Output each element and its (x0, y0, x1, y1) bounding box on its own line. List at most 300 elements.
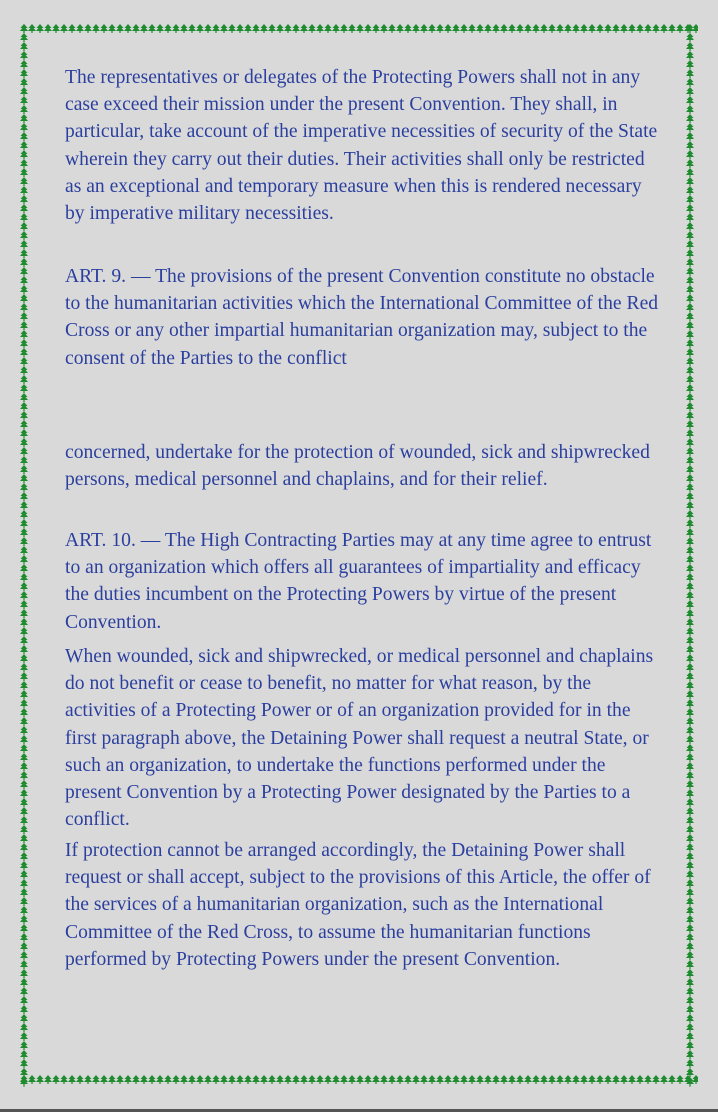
tree-icon (686, 879, 694, 888)
tree-icon (92, 1075, 100, 1084)
tree-icon (636, 24, 644, 33)
tree-icon (444, 24, 452, 33)
tree-icon (20, 528, 28, 537)
tree-icon (532, 24, 540, 33)
tree-icon (20, 573, 28, 582)
tree-icon (686, 933, 694, 942)
border-right (686, 24, 698, 1087)
tree-icon (180, 1075, 188, 1084)
tree-icon (204, 24, 212, 33)
tree-icon (164, 24, 172, 33)
tree-icon (686, 492, 694, 501)
tree-icon (44, 1075, 52, 1084)
tree-icon (604, 1075, 612, 1084)
border-top (20, 24, 698, 36)
tree-icon (308, 24, 316, 33)
tree-icon (20, 42, 28, 51)
tree-icon (686, 294, 694, 303)
tree-icon (686, 132, 694, 141)
tree-icon (292, 24, 300, 33)
tree-icon (380, 24, 388, 33)
tree-icon (20, 852, 28, 861)
tree-icon (686, 663, 694, 672)
tree-icon (20, 276, 28, 285)
tree-icon (284, 1075, 292, 1084)
tree-icon (686, 510, 694, 519)
tree-icon (324, 24, 332, 33)
tree-icon (460, 24, 468, 33)
tree-icon (644, 24, 652, 33)
tree-icon (20, 627, 28, 636)
tree-icon (20, 1023, 28, 1032)
tree-icon (124, 24, 132, 33)
tree-icon (20, 33, 28, 42)
tree-icon (548, 24, 556, 33)
tree-icon (468, 1075, 476, 1084)
tree-icon (428, 1075, 436, 1084)
tree-icon (564, 24, 572, 33)
tree-icon (20, 240, 28, 249)
tree-icon (412, 24, 420, 33)
tree-icon (364, 24, 372, 33)
tree-icon (668, 24, 676, 33)
tree-icon (188, 24, 196, 33)
tree-icon (686, 123, 694, 132)
tree-icon (252, 1075, 260, 1084)
tree-icon (686, 411, 694, 420)
tree-icon (20, 285, 28, 294)
tree-icon (20, 582, 28, 591)
tree-icon (644, 1075, 652, 1084)
tree-icon (300, 24, 308, 33)
tree-icon (500, 24, 508, 33)
tree-icon (20, 267, 28, 276)
tree-icon (164, 1075, 172, 1084)
tree-icon (508, 24, 516, 33)
tree-icon (20, 969, 28, 978)
tree-icon (180, 24, 188, 33)
tree-icon (148, 24, 156, 33)
tree-icon (420, 24, 428, 33)
tree-icon (686, 1023, 694, 1032)
tree-icon (20, 825, 28, 834)
tree-icon (20, 1050, 28, 1059)
tree-icon (132, 1075, 140, 1084)
tree-icon (20, 924, 28, 933)
tree-icon (580, 24, 588, 33)
tree-icon (468, 24, 476, 33)
tree-icon (20, 231, 28, 240)
tree-icon (686, 591, 694, 600)
tree-icon (404, 24, 412, 33)
tree-icon (20, 591, 28, 600)
tree-icon (20, 978, 28, 987)
tree-icon (20, 339, 28, 348)
tree-icon (686, 744, 694, 753)
tree-icon (20, 420, 28, 429)
tree-icon (244, 24, 252, 33)
tree-icon (332, 24, 340, 33)
tree-icon (212, 1075, 220, 1084)
tree-icon (686, 798, 694, 807)
tree-icon (364, 1075, 372, 1084)
tree-icon (388, 24, 396, 33)
tree-icon (20, 717, 28, 726)
tree-icon (686, 519, 694, 528)
tree-icon (686, 1014, 694, 1023)
tree-icon (686, 330, 694, 339)
tree-icon (686, 897, 694, 906)
tree-icon (686, 222, 694, 231)
tree-icon (20, 771, 28, 780)
tree-icon (686, 852, 694, 861)
tree-icon (20, 708, 28, 717)
tree-icon (20, 807, 28, 816)
tree-icon (686, 384, 694, 393)
tree-icon (20, 114, 28, 123)
tree-icon (686, 285, 694, 294)
tree-icon (348, 1075, 356, 1084)
tree-icon (20, 465, 28, 474)
tree-icon (108, 24, 116, 33)
tree-icon (686, 465, 694, 474)
tree-icon (508, 1075, 516, 1084)
tree-icon (540, 24, 548, 33)
tree-icon (686, 402, 694, 411)
tree-icon (476, 1075, 484, 1084)
tree-icon (20, 996, 28, 1005)
tree-icon (20, 258, 28, 267)
tree-icon (20, 879, 28, 888)
tree-icon (20, 411, 28, 420)
tree-icon (260, 24, 268, 33)
tree-icon (188, 1075, 196, 1084)
tree-icon (20, 780, 28, 789)
tree-icon (20, 744, 28, 753)
tree-icon (524, 24, 532, 33)
tree-icon (20, 519, 28, 528)
tree-icon (460, 1075, 468, 1084)
tree-icon (20, 222, 28, 231)
tree-icon (20, 483, 28, 492)
tree-icon (686, 825, 694, 834)
tree-icon (284, 24, 292, 33)
tree-icon (686, 834, 694, 843)
tree-icon (686, 870, 694, 879)
tree-icon (204, 1075, 212, 1084)
tree-icon (20, 96, 28, 105)
tree-icon (100, 1075, 108, 1084)
tree-icon (20, 663, 28, 672)
tree-icon (404, 1075, 412, 1084)
tree-icon (20, 87, 28, 96)
tree-icon (220, 24, 228, 33)
tree-icon (436, 1075, 444, 1084)
border-left (20, 24, 32, 1087)
tree-icon (20, 303, 28, 312)
tree-icon (604, 24, 612, 33)
tree-icon (686, 456, 694, 465)
tree-icon (244, 1075, 252, 1084)
tree-icon (686, 276, 694, 285)
tree-icon (686, 969, 694, 978)
tree-icon (20, 321, 28, 330)
tree-icon (596, 1075, 604, 1084)
tree-icon (612, 1075, 620, 1084)
tree-icon (686, 555, 694, 564)
tree-icon (686, 150, 694, 159)
tree-icon (686, 114, 694, 123)
tree-icon (20, 906, 28, 915)
tree-icon (388, 1075, 396, 1084)
tree-icon (52, 1075, 60, 1084)
tree-icon (686, 60, 694, 69)
tree-icon (36, 24, 44, 33)
tree-icon (686, 1068, 694, 1077)
tree-icon (686, 168, 694, 177)
tree-icon (686, 1032, 694, 1041)
tree-icon (68, 1075, 76, 1084)
tree-icon (316, 1075, 324, 1084)
tree-icon (100, 24, 108, 33)
tree-icon (140, 1075, 148, 1084)
tree-icon (276, 1075, 284, 1084)
tree-icon (686, 789, 694, 798)
tree-icon (20, 672, 28, 681)
tree-icon (686, 681, 694, 690)
tree-icon (686, 1077, 694, 1086)
tree-icon (20, 1077, 28, 1086)
tree-icon (686, 915, 694, 924)
tree-icon (20, 294, 28, 303)
tree-icon (20, 474, 28, 483)
tree-icon (686, 762, 694, 771)
tree-icon (686, 348, 694, 357)
tree-icon (686, 177, 694, 186)
tree-icon (20, 213, 28, 222)
tree-icon (380, 1075, 388, 1084)
paragraph-art-9: ART. 9. — The provisions of the present Convention constitute no obstacle to the humanitarian activities which the International Committee of the Red Cross or any other impartial humanitarian organization may, subject to the consent of the Parties to the conflict (65, 266, 659, 369)
tree-icon (686, 474, 694, 483)
tree-icon (20, 681, 28, 690)
tree-icon (20, 897, 28, 906)
tree-icon (596, 24, 604, 33)
tree-icon (686, 186, 694, 195)
tree-icon (20, 195, 28, 204)
tree-icon (686, 753, 694, 762)
tree-icon (686, 393, 694, 402)
tree-icon (356, 24, 364, 33)
tree-icon (20, 1068, 28, 1077)
tree-icon (116, 24, 124, 33)
tree-icon (252, 24, 260, 33)
tree-icon (686, 690, 694, 699)
tree-icon (428, 24, 436, 33)
tree-icon (20, 447, 28, 456)
tree-icon (20, 690, 28, 699)
tree-icon (686, 987, 694, 996)
tree-icon (20, 69, 28, 78)
tree-icon (372, 1075, 380, 1084)
paragraph-representatives: The representatives or delegates of the Protecting Powers shall not in any case exceed their mission under the present Convention. They shall, in particular, take account of the imperative necessities of security of the State wherein they carry out their duties. Their activities shall only be restricted as an exceptional and temporary measure when this is rendered necessary by imperative military necessities. (65, 67, 658, 225)
tree-icon (540, 1075, 548, 1084)
tree-icon (564, 1075, 572, 1084)
tree-icon (20, 546, 28, 555)
tree-icon (20, 789, 28, 798)
tree-icon (636, 1075, 644, 1084)
tree-icon (686, 33, 694, 42)
tree-icon (686, 231, 694, 240)
tree-icon (686, 960, 694, 969)
tree-icon (20, 609, 28, 618)
tree-icon (172, 1075, 180, 1084)
tree-icon (620, 24, 628, 33)
tree-icon (686, 735, 694, 744)
tree-icon (20, 798, 28, 807)
tree-icon (20, 366, 28, 375)
tree-icon (60, 1075, 68, 1084)
tree-icon (686, 609, 694, 618)
tree-icon (324, 1075, 332, 1084)
tree-icon (20, 24, 28, 33)
tree-icon (686, 249, 694, 258)
tree-icon (686, 537, 694, 546)
tree-icon (652, 1075, 660, 1084)
tree-icon (686, 195, 694, 204)
tree-icon (686, 267, 694, 276)
tree-icon (420, 1075, 428, 1084)
tree-icon (132, 24, 140, 33)
tree-icon (372, 24, 380, 33)
tree-icon (60, 24, 68, 33)
tree-icon (686, 708, 694, 717)
tree-icon (686, 105, 694, 114)
tree-icon (620, 1075, 628, 1084)
tree-icon (628, 1075, 636, 1084)
tree-icon (52, 24, 60, 33)
tree-icon (686, 312, 694, 321)
tree-icon (220, 1075, 228, 1084)
tree-icon (686, 420, 694, 429)
tree-icon (452, 1075, 460, 1084)
tree-icon (20, 600, 28, 609)
tree-icon (332, 1075, 340, 1084)
tree-icon (686, 1050, 694, 1059)
tree-icon (20, 330, 28, 339)
tree-icon (20, 123, 28, 132)
tree-icon (686, 672, 694, 681)
tree-icon (156, 1075, 164, 1084)
tree-icon (686, 240, 694, 249)
tree-icon (556, 24, 564, 33)
tree-icon (20, 942, 28, 951)
tree-icon (686, 654, 694, 663)
tree-icon (492, 1075, 500, 1084)
tree-icon (588, 1075, 596, 1084)
tree-icon (686, 213, 694, 222)
tree-icon (412, 1075, 420, 1084)
tree-icon (116, 1075, 124, 1084)
tree-icon (20, 987, 28, 996)
tree-icon (20, 249, 28, 258)
tree-icon (20, 1014, 28, 1023)
tree-icon (484, 24, 492, 33)
tree-icon (686, 807, 694, 816)
tree-icon (652, 24, 660, 33)
tree-icon (436, 24, 444, 33)
tree-icon (20, 636, 28, 645)
tree-icon (612, 24, 620, 33)
tree-icon (268, 24, 276, 33)
tree-icon (686, 573, 694, 582)
tree-icon (686, 843, 694, 852)
tree-icon (20, 960, 28, 969)
tree-icon (660, 24, 668, 33)
tree-icon (452, 24, 460, 33)
tree-icon (686, 888, 694, 897)
tree-icon (572, 24, 580, 33)
tree-icon (156, 24, 164, 33)
tree-icon (92, 24, 100, 33)
tree-icon (686, 618, 694, 627)
tree-icon (686, 996, 694, 1005)
tree-icon (686, 528, 694, 537)
tree-icon (686, 1005, 694, 1014)
tree-icon (340, 24, 348, 33)
tree-icon (476, 24, 484, 33)
tree-icon (20, 753, 28, 762)
tree-icon (686, 816, 694, 825)
tree-icon (20, 726, 28, 735)
tree-icon (686, 582, 694, 591)
tree-icon (20, 1086, 28, 1087)
tree-icon (292, 1075, 300, 1084)
tree-icon (196, 24, 204, 33)
tree-icon (516, 24, 524, 33)
tree-icon (20, 870, 28, 879)
tree-icon (686, 861, 694, 870)
tree-icon (20, 762, 28, 771)
border-bottom (20, 1075, 698, 1087)
tree-icon (686, 357, 694, 366)
tree-icon (686, 1041, 694, 1050)
tree-icon (686, 87, 694, 96)
tree-icon (44, 24, 52, 33)
tree-icon (20, 564, 28, 573)
tree-icon (20, 168, 28, 177)
tree-icon (20, 510, 28, 519)
tree-icon (588, 24, 596, 33)
tree-icon (686, 24, 694, 33)
tree-icon (84, 24, 92, 33)
tree-icon (686, 303, 694, 312)
tree-icon (20, 312, 28, 321)
tree-icon (76, 1075, 84, 1084)
tree-icon (340, 1075, 348, 1084)
tree-icon (268, 1075, 276, 1084)
tree-icon (686, 447, 694, 456)
tree-icon (20, 735, 28, 744)
tree-icon (686, 321, 694, 330)
tree-icon (686, 924, 694, 933)
tree-icon (20, 51, 28, 60)
tree-icon (524, 1075, 532, 1084)
tree-icon (686, 51, 694, 60)
tree-icon (686, 375, 694, 384)
tree-icon (228, 24, 236, 33)
tree-icon (20, 555, 28, 564)
tree-icon (668, 1075, 676, 1084)
